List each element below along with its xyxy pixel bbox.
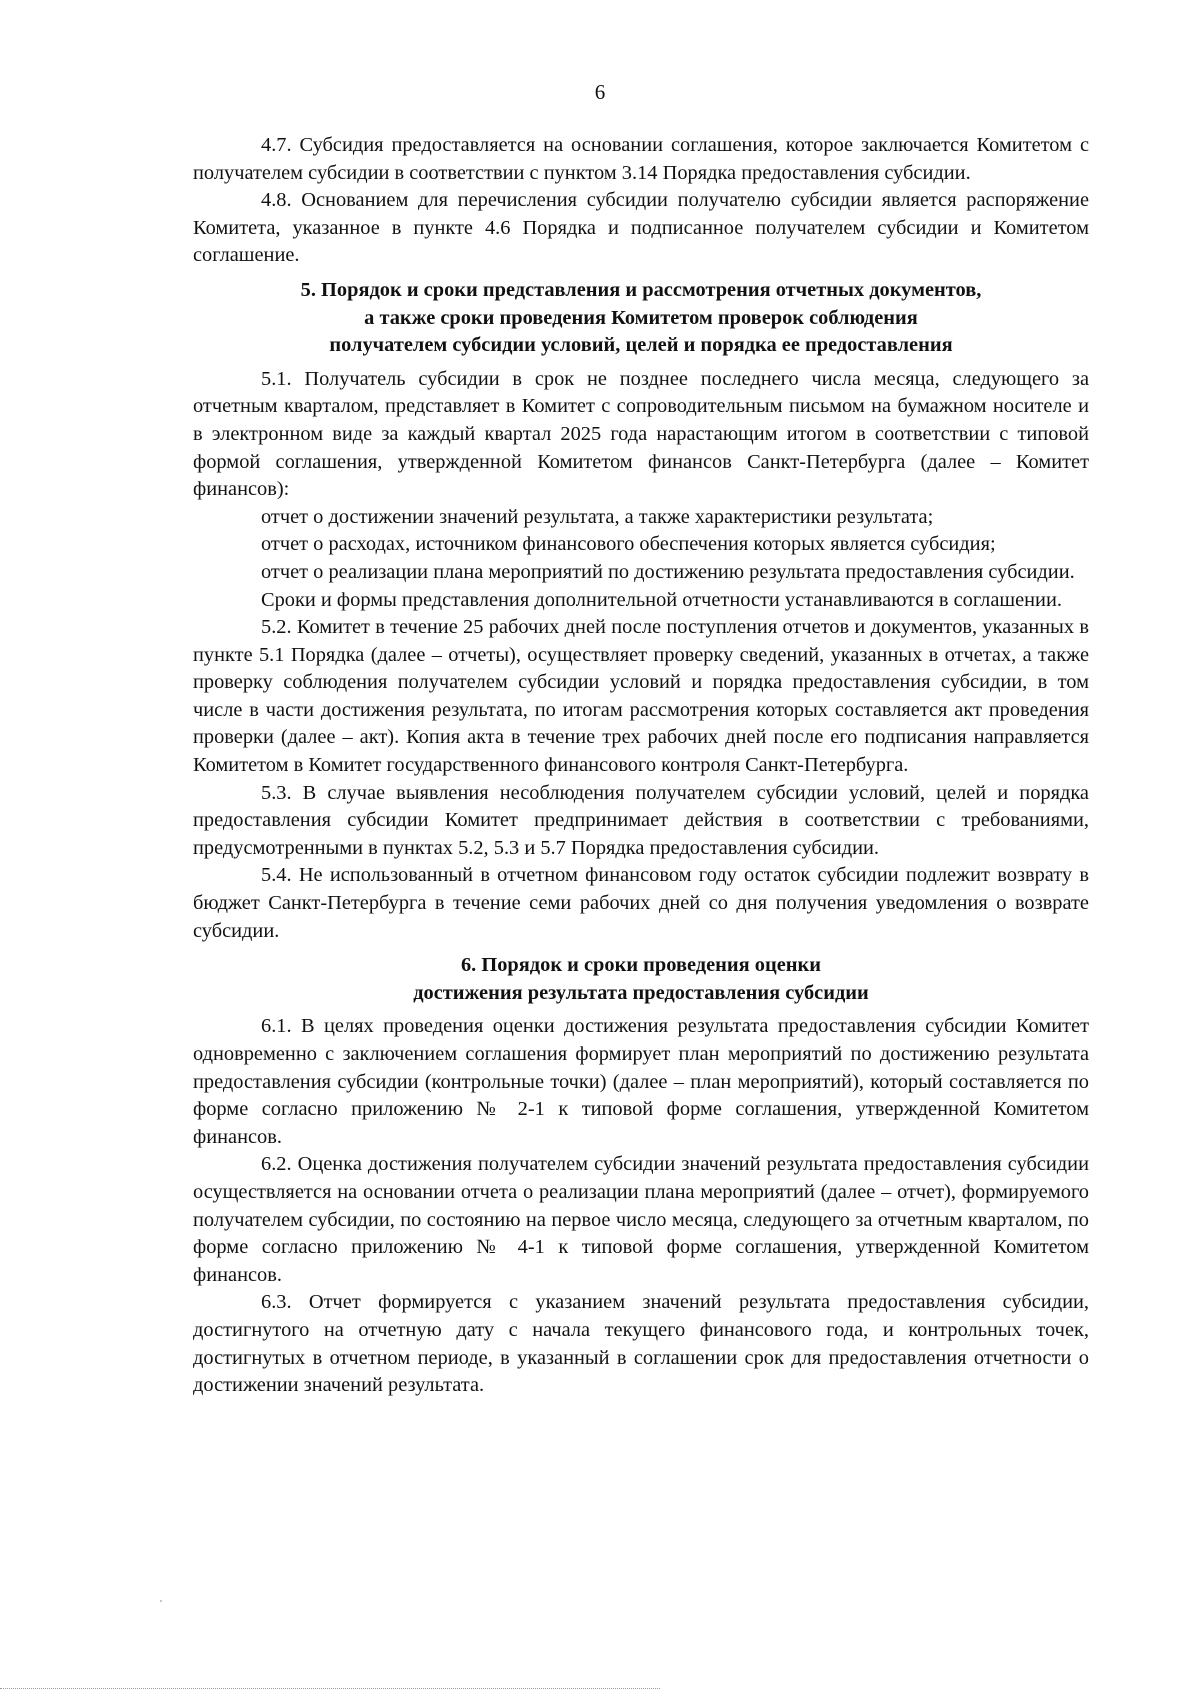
paragraph-6-1: 6.1. В целях проведения оценки достижения результата предоставления субсидии Комитет одновременно с заключением соглашения формирует план мероприятий по достижению результата предоставления субсидии (контрольные точки) (далее – план мероприятий), который составляется по форме согласно приложению № 2-1 к типовой форме соглашения, утвержденной Комитетом финансов. [193, 1015, 1089, 1148]
paragraph-5-2: 5.2. Комитет в течение 25 рабочих дней после поступления отчетов и документов, указанных в пункте 5.1 Порядка (далее – отчеты), осуществляет проверку сведений, указанных в отчетах, а также проверку соблюдения получателем субсидии условий и порядка предоставления субсидии, в том числе в части достижения результата, по итогам рассмотрения которых составляется акт проведения проверки (далее – акт). Копия акта в течение трех рабочих дней после его подписания направляется Комитетом в Комитет государственного финансового контроля Санкт-Петербурга. [193, 616, 1089, 777]
section-6-heading [193, 945, 1089, 1013]
section-6-heading-line: достижения результата предоставления субсидии [413, 981, 869, 1004]
section-5-heading-line: получателем субсидии условий, целей и порядка ее предоставления [329, 334, 953, 357]
list-item-report-expenses: отчет о расходах, источником финансового обеспечения которых является субсидия; [261, 533, 996, 556]
section-6-heading-line: 6. Порядок и сроки проведения оценки [460, 954, 821, 977]
paragraph-6-3: 6.3. Отчет формируется с указанием значений результата предоставления субсидии, достигнутого на отчетную дату с начала текущего финансового года, и контрольных точек, достигнутых в отчетном периоде, в указанный в соглашении срок для предоставления отчетности о достижении значений результата. [193, 1291, 1089, 1397]
section-5-heading-line: 5. Порядок и сроки представления и рассмотрения отчетных документов, [300, 278, 982, 301]
paragraph-6-2: 6.2. Оценка достижения получателем субсидии значений результата предоставления субсидии осуществляется на основании отчета о реализации плана мероприятий (далее – отчет), формируемого получателем субсидии, по состоянию на первое число месяца, следующего за отчетным кварталом, по форме согласно приложению № 4-1 к типовой форме соглашения, утвержденной Комитетом финансов. [193, 1153, 1089, 1286]
list-item-report-plan: отчет о реализации плана мероприятий по достижению результата предоставления субсидии. [261, 560, 1075, 583]
section-5-heading [193, 270, 1089, 366]
paragraph-additional-reporting: Сроки и формы представления дополнительной отчетности устанавливаются в соглашении. [261, 588, 1062, 611]
paragraph-4-7: 4.7. Субсидия предоставляется на основании соглашения, которое заключается Комитетом с получателем субсидии в соответствии с пунктом 3.14 Порядка предоставления субсидии. [193, 134, 1089, 184]
paragraph-5-1: 5.1. Получатель субсидии в срок не позднее последнего числа месяца, следующего за отчетным кварталом, представляет в Комитет с сопроводительным письмом на бумажном носителе и в электронном виде за каждый квартал 2025 года нарастающим итогом в соответствии с типовой формой соглашения, утвержденной Комитетом финансов Санкт-Петербурга (далее – Комитет финансов): [193, 367, 1089, 501]
paragraph-4-8: 4.8. Основанием для перечисления субсидии получателю субсидии является распоряжение Комитета, указанное в пункте 4.6 Порядка и подписанное получателем субсидии и Комитетом соглашение. [193, 189, 1089, 267]
section-5-heading-line: а также сроки проведения Комитетом проверок соблюдения [364, 306, 918, 329]
page-number: 6 [594, 80, 606, 104]
scan-artifact [160, 1600, 162, 1602]
list-item-report-result: отчет о достижении значений результата, а также характеристики результата; [261, 505, 934, 528]
paragraph-5-3: 5.3. В случае выявления несоблюдения получателем субсидии условий, целей и порядка предоставления субсидии Комитет предпринимает действия в соответствии с требованиями, предусмотренными в пунктах 5.2, 5.3 и 5.7 Порядка предоставления субсидии. [193, 781, 1089, 859]
document-body [193, 132, 1089, 1400]
paragraph-5-4: 5.4. Не использованный в отчетном финансовом году остаток субсидии подлежит возврату в бюджет Санкт-Петербурга в течение семи рабочих дней со дня получения уведомления о возврате субсидии. [193, 864, 1089, 942]
scan-edge-rule [0, 1688, 660, 1689]
